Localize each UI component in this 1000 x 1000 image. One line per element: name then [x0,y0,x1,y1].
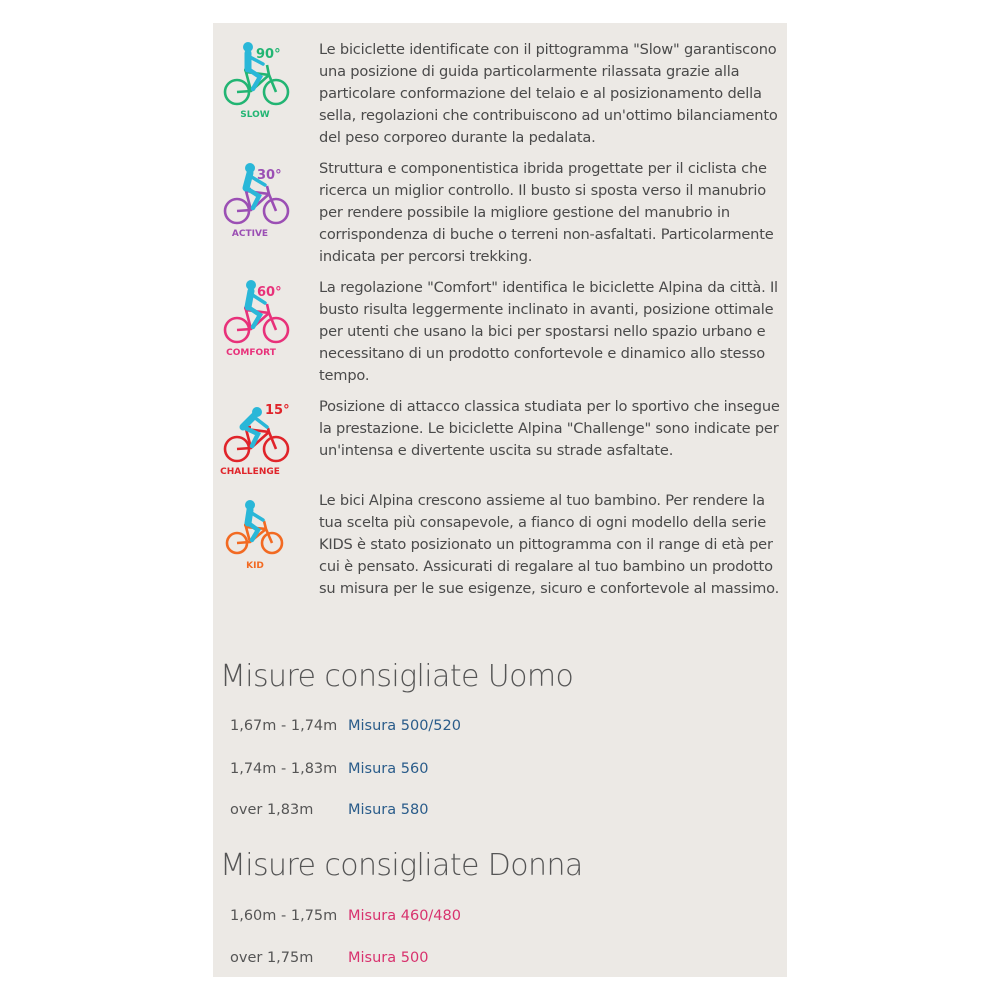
size-row-women [230,948,428,968]
posture-description: La regolazione "Comfort" identifica le biciclette Alpina da città. Il busto risulta leggermente inclinato in avanti, posizione ottimale per utenti che usano la bici per spostarsi nello spazio urbano e necessitano di un prodotto confortevole e dinamico allo stesso tempo. [319,279,778,384]
bike-sizing-panel [213,23,787,977]
kid-bike-icon [217,490,293,570]
size-row-men [230,759,428,779]
svg-text:90°: 90° [256,47,281,62]
height-range: over 1,83m [230,802,314,818]
frame-size: Misura 500/520 [348,718,461,734]
height-range: 1,74m - 1,83m [230,761,338,777]
comfort-bike-icon [217,277,293,357]
posture-description: Le biciclette identificate con il pittogramma "Slow" garantiscono una posizione di guida particolarmente rilassata grazie alla particolare conformazione del telaio e al posizionamento della sella, regolazioni che contribuiscono ad un'ottimo bilanciamento del peso corporeo durante la pedalata. [319,41,778,146]
posture-description: Posizione di attacco classica studiata per lo sportivo che insegue la prestazione. Le biciclette Alpina "Challenge" sono indicate per un'intensa e divertente uscita su strade asfaltate. [319,398,780,459]
frame-size: Misura 500 [348,950,429,966]
women-sizes-title: Misure consigliate Donna [220,848,583,883]
height-range: 1,60m - 1,75m [230,908,338,924]
men-sizes-title: Misure consigliate Uomo [220,659,574,694]
size-row-women [230,906,461,926]
frame-size: Misura 580 [348,802,429,818]
svg-text:ACTIVE: ACTIVE [231,229,269,238]
challenge-bike-icon [217,396,293,476]
active-bike-icon [217,158,293,238]
svg-text:COMFORT: COMFORT [226,348,276,357]
frame-size: Misura 560 [348,761,429,777]
frame-size: Misura 460/480 [348,908,461,924]
svg-text:KID: KID [246,561,264,570]
svg-text:60°: 60° [257,285,282,300]
size-row-men [230,800,428,820]
posture-description: Struttura e componentistica ibrida progettate per il ciclista che ricerca un miglior controllo. Il busto si sposta verso il manubrio per rendere possibile la migliore gestione del manubrio in corrispondenza di buche o terreni non-asfaltati. Particolarmente indicata per percorsi trekking. [319,160,774,265]
svg-text:30°: 30° [257,168,282,183]
svg-text:15°: 15° [265,403,290,418]
svg-text:SLOW: SLOW [240,110,270,119]
height-range: 1,67m - 1,74m [230,718,338,734]
slow-bike-icon [217,39,293,119]
svg-text:CHALLENGE: CHALLENGE [220,467,280,476]
height-range: over 1,75m [230,950,314,966]
posture-description: Le bici Alpina crescono assieme al tuo bambino. Per rendere la tua scelta più consapevole, a fianco di ogni modello della serie KIDS è stato posizionato un pittogramma con il range di età per cui è pensato. Assicurati di regalare al tuo bambino un prodotto su misura per le sue esigenze, sicuro e confortevole al massimo. [319,492,780,597]
size-row-men [230,716,461,736]
